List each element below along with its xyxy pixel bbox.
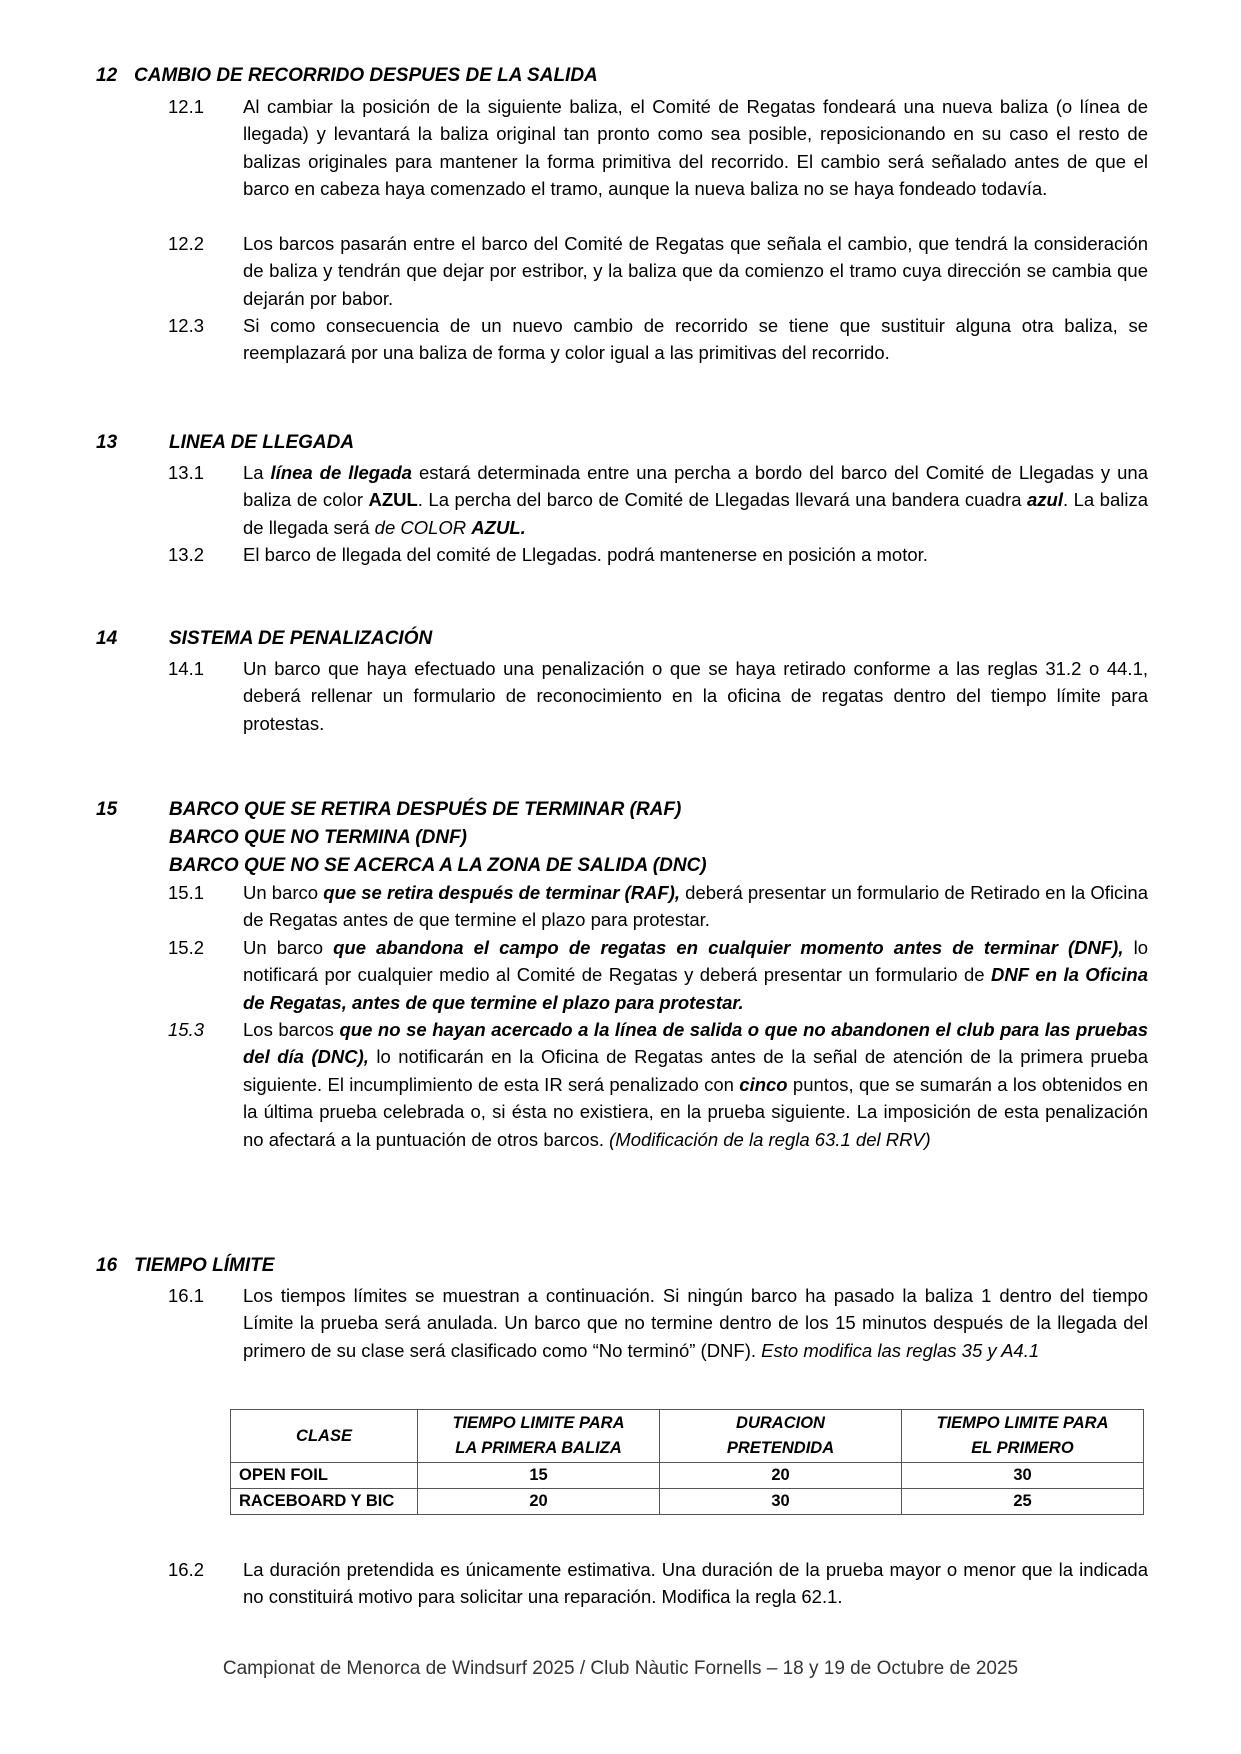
section-title: LINEA DE LLEGADA	[169, 432, 355, 453]
section-title: CAMBIO DE RECORRIDO DESPUES DE LA SALIDA	[134, 65, 598, 86]
clause-12-1	[168, 93, 1148, 203]
cell-target-duration: 30	[660, 1489, 902, 1515]
cell-class: RACEBOARD Y BIC	[231, 1489, 418, 1515]
section-title-line-1: BARCO QUE SE RETIRA DESPUÉS DE TERMINAR (RAF)	[169, 799, 682, 820]
clause-number: 15.2	[168, 937, 205, 958]
cell-limit-first-mark: 20	[418, 1489, 660, 1515]
clause-text: Al cambiar la posición de la siguiente baliza, el Comité de Regatas fondeará una nueva baliza (o línea de llegada) y levantará la baliza original tan pronto como sea posible, reposicionando en su caso el resto de balizas originales para mantener la forma primitiva del recorrido. El cambio será señalado antes de que el barco en cabeza haya comenzado el tramo, aunque la nueva baliza no se haya fondeado todavía.	[243, 96, 1148, 200]
cell-limit-first-mark: 15	[418, 1463, 660, 1489]
clause-14-1	[168, 655, 1148, 737]
header-clase: CLASE	[231, 1410, 418, 1463]
clause-text: La duración pretendida es únicamente estimativa. Una duración de la prueba mayor o menor que la indicada no constituirá motivo para solicitar una reparación. Modifica la regla 62.1.	[243, 1559, 1148, 1608]
clause-text: Los tiempos límites se muestran a continuación. Si ningún barco ha pasado la baliza 1 dentro del tiempo Límite la prueba será anulada. Un barco que no termine dentro de los 15 minutos después de la llegada del primero de su clase será clasificado como “No terminó” (DNF). Esto modifica las reglas 35 y A4.1	[243, 1285, 1148, 1361]
time-limits-table	[230, 1409, 1144, 1515]
section-14-heading	[96, 625, 433, 653]
header-target-duration: DURACION PRETENDIDA	[660, 1410, 902, 1463]
clause-text: Un barco que se retira después de terminar (RAF), deberá presentar un formulario de Retirado en la Oficina de Regatas antes de que termine el plazo para protestar.	[243, 882, 1148, 931]
cell-target-duration: 20	[660, 1463, 902, 1489]
page-footer: Campionat de Menorca de Windsurf 2025 / Club Nàutic Fornells – 18 y 19 de Octubre de 2025	[222, 1658, 1019, 1679]
section-12-heading	[96, 62, 598, 90]
section-number: 12	[96, 65, 118, 86]
clause-number: 15.3	[168, 1019, 205, 1040]
clause-text: La línea de llegada estará determinada entre una percha a bordo del barco del Comité de Llegadas y una baliza de color AZUL. La percha del barco de Comité de Llegadas llevará una bandera cuadra azul. La baliza de llegada será de COLOR AZUL.	[243, 462, 1148, 538]
section-16-heading	[96, 1252, 275, 1280]
clause-12-2	[168, 230, 1148, 312]
header-limit-first-finisher: TIEMPO LIMITE PARA EL PRIMERO	[902, 1410, 1144, 1463]
clause-number: 12.3	[168, 315, 205, 336]
clause-13-1	[168, 459, 1148, 541]
clause-15-3	[168, 1016, 1148, 1153]
table-header-row	[231, 1410, 1144, 1463]
section-title-line-2: BARCO QUE NO TERMINA (DNF)	[169, 827, 467, 848]
table-row	[231, 1463, 1144, 1489]
clause-number: 15.1	[168, 882, 205, 903]
section-number: 15	[96, 799, 118, 820]
cell-limit-first-finisher: 25	[902, 1489, 1144, 1515]
clause-number: 12.2	[168, 233, 205, 254]
clause-number: 13.1	[168, 462, 205, 483]
section-title: SISTEMA DE PENALIZACIÓN	[169, 628, 433, 649]
clause-text: Si como consecuencia de un nuevo cambio de recorrido se tiene que sustituir alguna otra baliza, se reemplazará por una baliza de forma y color igual a las primitivas del recorrido.	[243, 315, 1148, 364]
clause-number: 12.1	[168, 96, 205, 117]
clause-12-3	[168, 312, 1148, 367]
clause-number: 16.2	[168, 1559, 205, 1580]
section-number: 13	[96, 432, 118, 453]
section-15-heading	[96, 796, 707, 876]
clause-13-2	[168, 541, 1148, 568]
section-number: 16	[96, 1255, 118, 1276]
section-13-heading	[96, 429, 355, 457]
cell-class: OPEN FOIL	[231, 1463, 418, 1489]
section-number: 14	[96, 628, 118, 649]
section-title: TIEMPO LÍMITE	[134, 1255, 275, 1276]
clause-text: Un barco que abandona el campo de regatas en cualquier momento antes de terminar (DNF), lo notificará por cualquier medio al Comité de Regatas y deberá presentar un formulario de DNF en la Oficina de Regatas, antes de que termine el plazo para protestar.	[243, 937, 1148, 1013]
clause-text: El barco de llegada del comité de Llegadas. podrá mantenerse en posición a motor.	[243, 544, 928, 565]
clause-number: 14.1	[168, 658, 205, 679]
clause-number: 13.2	[168, 544, 205, 565]
header-limit-first-mark: TIEMPO LIMITE PARA LA PRIMERA BALIZA	[418, 1410, 660, 1463]
clause-text: Los barcos pasarán entre el barco del Comité de Regatas que señala el cambio, que tendrá la consideración de baliza y tendrán que dejar por estribor, y la baliza que da comienzo el tramo cuya dirección se cambia que dejarán por babor.	[243, 233, 1148, 309]
clause-15-2	[168, 934, 1148, 1016]
section-title-line-3: BARCO QUE NO SE ACERCA A LA ZONA DE SALIDA (DNC)	[169, 855, 707, 876]
cell-limit-first-finisher: 30	[902, 1463, 1144, 1489]
clause-text: Los barcos que no se hayan acercado a la línea de salida o que no abandonen el club para las pruebas del día (DNC), lo notificarán en la Oficina de Regatas antes de la señal de atención de la primera prueba siguiente. El incumplimiento de esta IR será penalizado con cinco puntos, que se sumarán a los obtenidos en la última prueba celebrada o, si ésta no existiera, en la prueba siguiente. La imposición de esta penalización no afectará a la puntuación de otros barcos. (Modificación de la regla 63.1 del RRV)	[243, 1019, 1148, 1150]
clause-15-1	[168, 879, 1148, 934]
clause-number: 16.1	[168, 1285, 205, 1306]
clause-text: Un barco que haya efectuado una penalización o que se haya retirado conforme a las reglas 31.2 o 44.1, deberá rellenar un formulario de reconocimiento en la oficina de regatas dentro del tiempo límite para protestas.	[243, 658, 1148, 734]
table-row	[231, 1489, 1144, 1515]
clause-16-1	[168, 1282, 1148, 1364]
clause-16-2	[168, 1556, 1148, 1611]
